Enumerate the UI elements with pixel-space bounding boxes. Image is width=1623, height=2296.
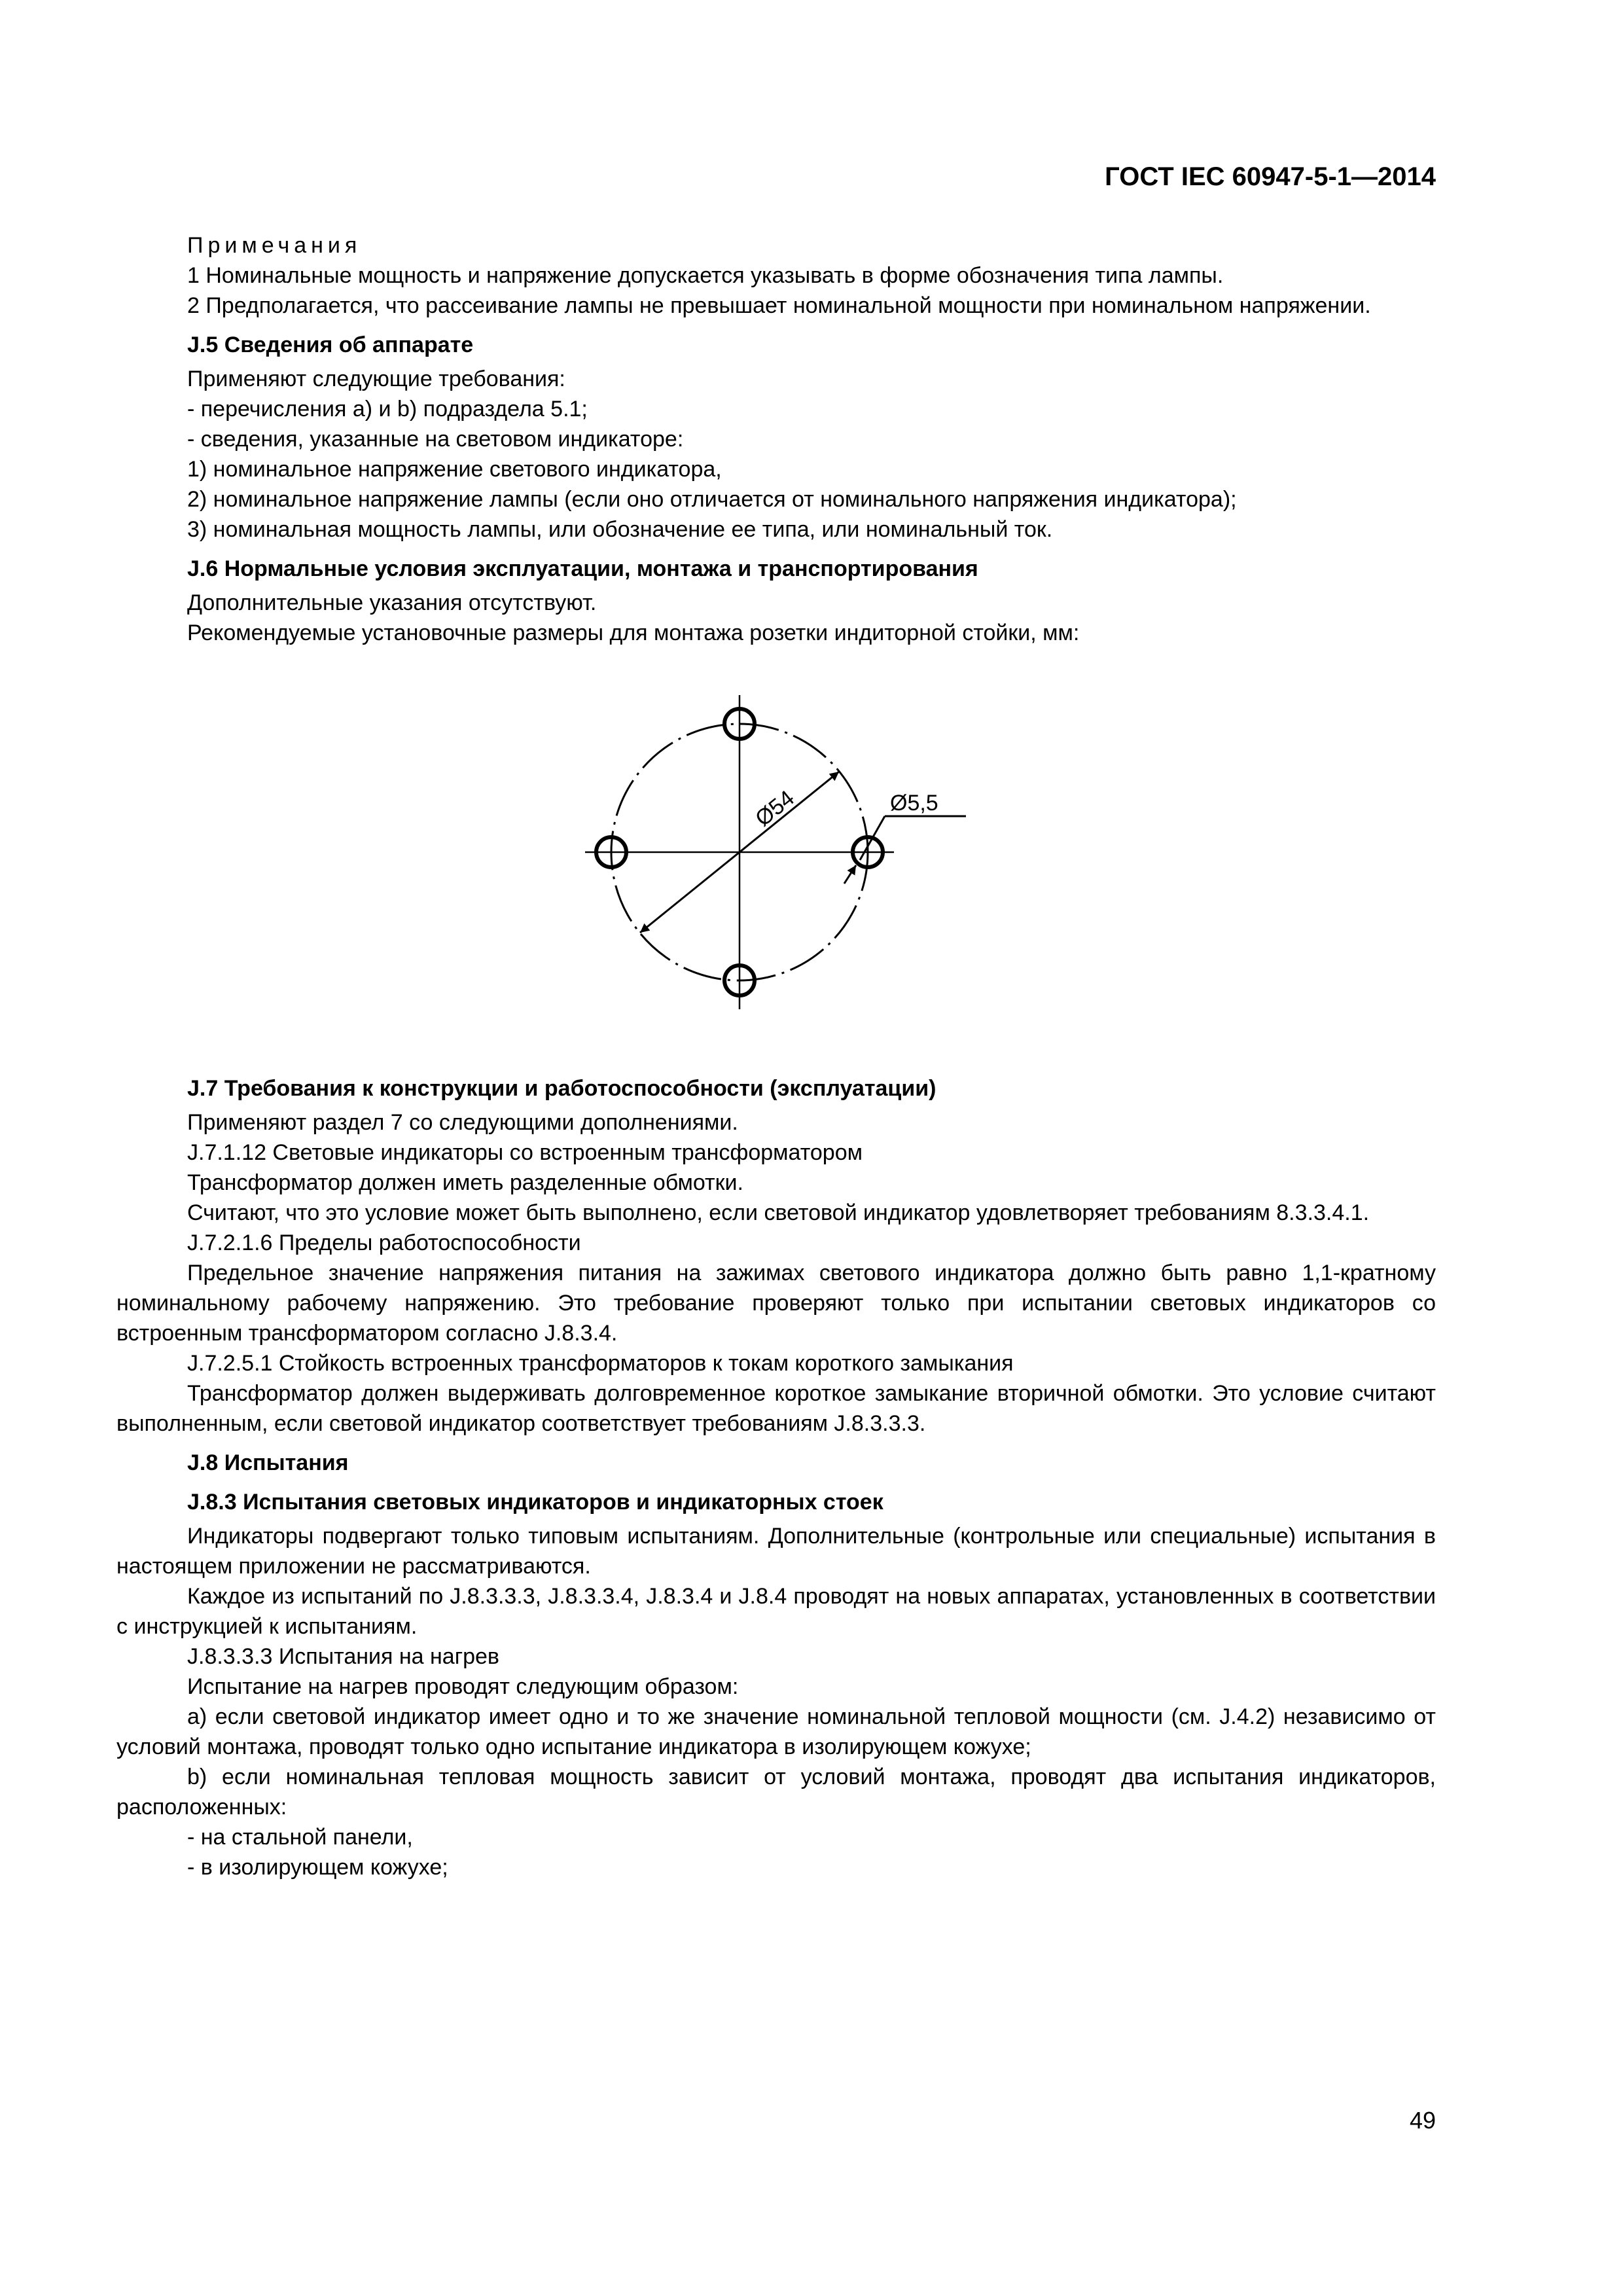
- j7-subsection-title: J.7.1.12 Световые индикаторы со встроенным трансформатором: [187, 1140, 863, 1165]
- note-1: 1 Номинальные мощность и напряжение допускается указывать в форме обозначения типа лампы.: [187, 263, 1224, 288]
- j5-list-item: 2) номинальное напряжение лампы (если оно отличается от номинального напряжения индикатора);: [187, 487, 1237, 512]
- j7-paragraph: Трансформатор должен иметь разделенные обмотки.: [187, 1170, 743, 1195]
- j7-paragraph: Считают, что это условие может быть выполнено, если световой индикатор удовлетворяет требованиям 8.3.3.4.1.: [187, 1200, 1370, 1225]
- mounting-dimensions-figure: [116, 674, 1436, 1041]
- standard-designation: ГОСТ IEC 60947-5-1—2014: [1105, 162, 1436, 191]
- page-body: [116, 230, 1436, 1882]
- j8-subsection-title: J.8.3.3.3 Испытания на нагрев: [187, 1644, 499, 1669]
- j7-paragraph: Предельное значение напряжения питания на зажимах светового индикатора должно быть равно 1,1-кратному номинальному рабочему напряжению. Это требование проверяют только при испытании световых индикаторов со встроенным трансформатором согласно J.8.3.4.: [116, 1261, 1436, 1346]
- j7-paragraph: Трансформатор должен выдерживать долговременное короткое замыкание вторичной обмотки. Это условие считают выполненным, если световой индикатор соответствует требованиям J.8.3.3.3.: [116, 1381, 1436, 1436]
- hole-dimension-arrow: [844, 865, 856, 884]
- diameter-label: Ø54: [751, 785, 799, 832]
- j8-paragraph: Индикаторы подвергают только типовым испытаниям. Дополнительные (контрольные или специальные) испытания в настоящем приложении не рассматриваются.: [116, 1524, 1436, 1579]
- j6-paragraph: Рекомендуемые установочные размеры для монтажа розетки индиторной стойки, мм:: [187, 620, 1080, 645]
- j5-intro: Применяют следующие требования:: [187, 367, 565, 391]
- j5-list-item: - сведения, указанные на световом индикаторе:: [187, 427, 684, 452]
- hole-diameter-label: Ø5,5: [890, 791, 938, 816]
- section-j5-heading: J.5 Сведения об аппарате: [187, 332, 474, 357]
- j5-list-item: - перечисления a) и b) подраздела 5.1;: [187, 397, 588, 422]
- mounting-drawing: [116, 674, 1436, 1041]
- j8-paragraph: Испытание на нагрев проводят следующим образом:: [187, 1674, 739, 1699]
- j7-paragraph: Применяют раздел 7 со следующими дополнениями.: [187, 1110, 738, 1135]
- section-j8-heading: J.8 Испытания: [187, 1450, 349, 1475]
- j8-list-item-b: b) если номинальная тепловая мощность зависит от условий монтажа, проводят два испытания индикаторов, расположенных:: [116, 1765, 1436, 1820]
- note-2: 2 Предполагается, что рассеивание лампы не превышает номинальной мощности при номинальном напряжении.: [187, 293, 1371, 318]
- page-number: 49: [1409, 2107, 1436, 2134]
- section-j7-heading: J.7 Требования к конструкции и работоспособности (эксплуатации): [187, 1076, 936, 1101]
- j7-subsection-title: J.7.2.1.6 Пределы работоспособности: [187, 1230, 581, 1255]
- j5-list-item: 1) номинальное напряжение светового индикатора,: [187, 457, 722, 482]
- j7-subsection-title: J.7.2.5.1 Стойкость встроенных трансформаторов к токам короткого замыкания: [187, 1351, 1014, 1376]
- section-j6-heading: J.6 Нормальные условия эксплуатации, монтажа и транспортирования: [187, 556, 978, 581]
- j6-paragraph: Дополнительные указания отсутствуют.: [187, 590, 597, 615]
- j5-list-item: 3) номинальная мощность лампы, или обозначение ее типа, или номинальный ток.: [187, 517, 1053, 542]
- j8-list-item-a: a) если световой индикатор имеет одно и то же значение номинальной тепловой мощности (см. J.4.2) независимо от условий монтажа, проводят только одно испытание индикатора в изолирующем кожухе;: [116, 1704, 1436, 1759]
- section-j83-heading: J.8.3 Испытания световых индикаторов и индикаторных стоек: [187, 1490, 883, 1515]
- j8-list-item: - на стальной панели,: [187, 1825, 413, 1850]
- notes-title: Примечания: [187, 233, 362, 258]
- j8-list-item: - в изолирующем кожухе;: [187, 1855, 448, 1880]
- j8-paragraph: Каждое из испытаний по J.8.3.3.3, J.8.3.3.4, J.8.3.4 и J.8.4 проводят на новых аппаратах, установленных в соответствии с инструкцией к испытаниям.: [116, 1584, 1436, 1639]
